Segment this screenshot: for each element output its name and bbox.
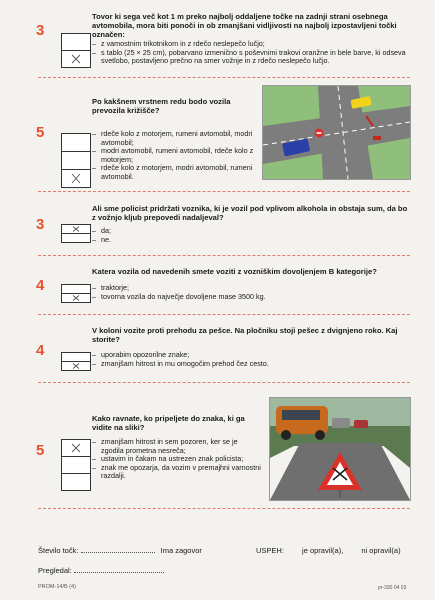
pregledal-label: Pregledal: — [38, 566, 72, 575]
x-mark-icon — [62, 440, 90, 456]
separator — [38, 314, 410, 315]
question-4-points: 4 — [36, 277, 45, 294]
x-mark-icon — [62, 225, 90, 233]
question-4-answers — [92, 284, 392, 301]
answer-5b: – zmanjšam hitrost in mu omogočim prehod čez cesto. — [92, 360, 392, 369]
question-2-answer-boxes[interactable] — [61, 133, 91, 188]
answer-box-3b[interactable] — [62, 233, 90, 242]
x-mark-icon — [62, 170, 90, 187]
answer-box-2a[interactable] — [62, 134, 90, 151]
question-3-answer-boxes[interactable] — [61, 224, 91, 243]
question-2-points: 5 — [36, 124, 45, 141]
warning-triangle-photo — [269, 397, 411, 501]
separator — [38, 382, 410, 383]
result-row — [256, 546, 401, 555]
question-6-answer-boxes[interactable] — [61, 439, 91, 491]
answer-box-1b[interactable] — [62, 50, 90, 67]
question-2-text: Po kakšnem vrstnem redu bodo vozila prevozila križišče? — [92, 97, 231, 115]
x-mark-icon — [62, 294, 90, 302]
points-total-row — [38, 546, 202, 555]
answer-6a: – zmanjšam hitrost in sem pozoren, ker se je zgodila prometna nesreča; — [92, 438, 262, 455]
opravil-option[interactable]: je opravil(a), — [302, 546, 344, 555]
answer-box-4b[interactable] — [62, 293, 90, 302]
x-mark-icon — [62, 51, 90, 67]
separator — [38, 508, 410, 509]
answer-box-1a[interactable] — [62, 34, 90, 50]
question-6-answers — [92, 438, 262, 481]
answer-box-5b[interactable] — [62, 361, 90, 370]
form-code: pr-330 04 03 — [378, 585, 407, 591]
points-field[interactable] — [81, 552, 155, 553]
question-5-text: V koloni vozite proti prehodu za pešce. Na pločniku stoji pešec z dvignjeno roko. Kaj storite? — [92, 326, 398, 344]
zagovor-label: Ima zagovor — [160, 546, 202, 555]
x-mark-icon — [62, 362, 90, 370]
question-5-answers — [92, 351, 392, 368]
stevilo-label: Število točk: — [38, 546, 79, 555]
answer-3a: – da; — [92, 227, 392, 236]
answer-2a: – rdeče kolo z motorjem, rumeni avtomobil, modri avtomobil; — [92, 130, 262, 147]
answer-6c: – znak me opozarja, da vozim v premajhni varnostni razdalji. — [92, 464, 262, 481]
answer-box-6c[interactable] — [62, 473, 90, 490]
question-1-points: 3 — [36, 22, 45, 39]
answer-2c: – rdeče kolo z motorjem, modri avtomobil, rumeni avtomobil. — [92, 164, 262, 181]
answer-1b: – s tablo (25 × 25 cm), pobarvano izmenično s poševnimi trakovi oranžne in bele barve, ki odseva svetlobo, postavljeno prečno na smer vožnje in z rdečo neslepečo lučjo. — [92, 49, 410, 66]
question-5-answer-boxes[interactable] — [61, 352, 91, 371]
separator — [38, 77, 410, 78]
question-1-answers — [92, 40, 410, 66]
separator — [38, 255, 410, 256]
question-4-text: Katera vozila od navedenih smete voziti z vozniškim dovoljenjem B kategorije? — [92, 267, 377, 276]
question-3-answers — [92, 227, 392, 244]
answer-box-6b[interactable] — [62, 456, 90, 473]
answer-box-3a[interactable] — [62, 225, 90, 233]
answer-5a: – uporabim opozorilne znake; — [92, 351, 392, 360]
answer-4b: – tovorna vozila do največje dovoljene mase 3500 kg. — [92, 293, 392, 302]
question-2-answers — [92, 130, 262, 182]
question-1-answer-boxes[interactable] — [61, 33, 91, 68]
question-1-text: Tovor ki sega več kot 1 m preko najbolj oddaljene točke na zadnji strani osebnega avtomobila, mora biti ponoči in ob zmanjšani vidljivosti na najbolj izpostavljeni točki označen: — [92, 12, 397, 39]
question-6-text: Kako ravnate, ko pripeljete do znaka, ki ga vidite na sliki? — [92, 414, 245, 432]
answer-box-4a[interactable] — [62, 285, 90, 293]
answer-4a: – traktorje; — [92, 284, 392, 293]
question-6-points: 5 — [36, 442, 45, 459]
answer-6b: – ustavim in čakam na ustrezen znak policista; — [92, 455, 262, 464]
answer-2b: – modri avtomobil, rumeni avtomobil, rdeče kolo z motorjem; — [92, 147, 262, 164]
uspeh-label: USPEH: — [256, 546, 284, 555]
answer-box-5a[interactable] — [62, 353, 90, 361]
question-3-points: 3 — [36, 216, 45, 233]
answer-1a: – z vamostnim trikotnikom in z rdečo neslepečo lučjo; — [92, 40, 410, 49]
question-3-text: Ali sme policist pridržati voznika, ki je vozil pod vplivom alkohola in obstaja sum, da bo z vožnjo kljub prepovedi nadaljeval? — [92, 204, 408, 222]
intersection-illustration — [262, 85, 411, 180]
reviewer-field[interactable] — [74, 572, 164, 573]
reviewer-row — [38, 566, 164, 575]
separator — [38, 191, 410, 192]
question-4-answer-boxes[interactable] — [61, 284, 91, 303]
answer-box-2c[interactable] — [62, 169, 90, 187]
form-id: PROM-14/B (4) — [38, 584, 76, 590]
question-5-points: 4 — [36, 342, 45, 359]
answer-box-6a[interactable] — [62, 440, 90, 456]
answer-box-2b[interactable] — [62, 151, 90, 169]
ni-opravil-option[interactable]: ni opravil(a) — [361, 546, 401, 555]
answer-3b: – ne. — [92, 236, 392, 245]
